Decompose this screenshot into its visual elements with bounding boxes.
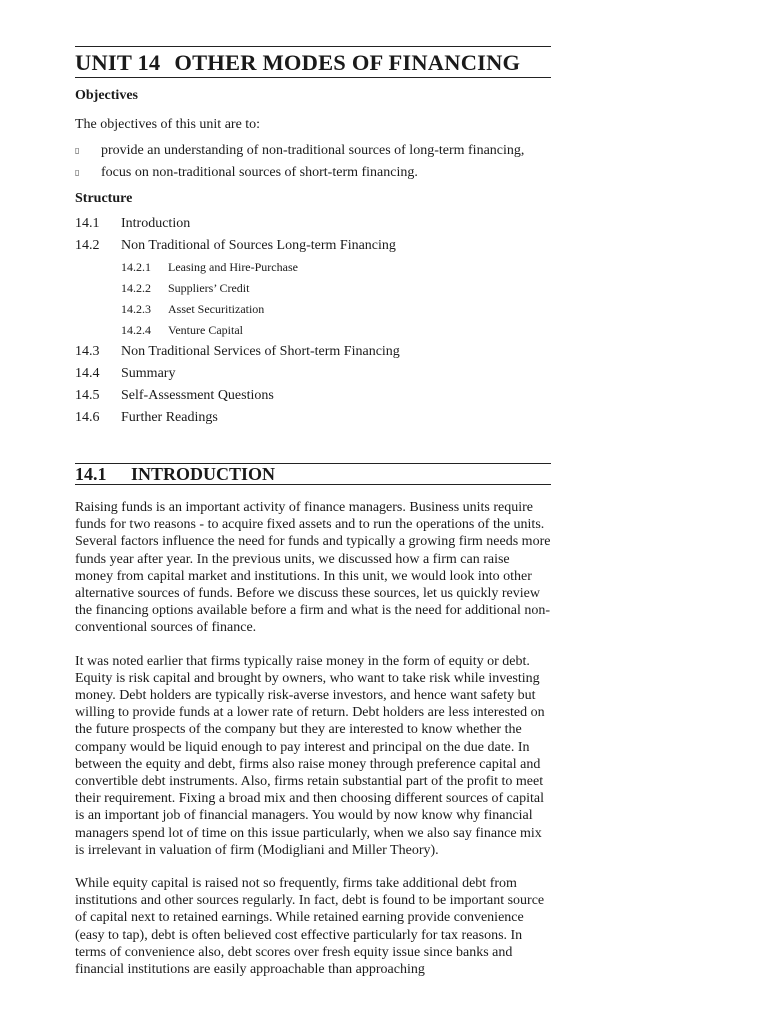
section-number: 14.1	[75, 464, 107, 484]
section-title	[75, 464, 551, 484]
unit-title	[75, 47, 551, 77]
objectives-list	[75, 140, 551, 184]
toc-number: 14.2.2	[121, 281, 151, 295]
toc-number: 14.4	[75, 366, 100, 381]
toc-number: 14.5	[75, 388, 100, 403]
section-name: INTRODUCTION	[131, 464, 276, 484]
toc-subentry	[75, 257, 551, 278]
unit-number: UNIT 14	[75, 50, 161, 75]
section-heading	[75, 463, 551, 485]
toc-subentry	[75, 320, 551, 341]
toc-number: 14.2	[75, 238, 100, 253]
paragraph: It was noted earlier that firms typically raise money in the form of equity or debt. Equity is risk capital and brought by owners, who want to take risk while investing money. Debt holders are typically risk-averse investors, and hence want safety but willing to provide funds at a lower rate of return. Debt holders are less interested on the future prospects of the company but they are interested to know whether the company would be liquid enough to pay interest and principal on the due date. In between the equity and debt, firms also raise money through preference capital and convertible debt instruments. Also, firms retain substantial part of the profit to meet their requirement. Fixing a broad mix and then choosing different sources of capital is an important job of financial managers. You would by now know why financial managers spend lot of time on this issue particularly, when we also say finance mix is irrelevant in valuation of firm (Modigliani and Miller Theory).	[75, 653, 545, 858]
paragraph: While equity capital is raised not so frequently, firms take additional debt from institutions and other sources regularly. In fact, debt is found to be important source of capital next to retained earnings. While retained earning provide convenience (easy to tap), debt is often believed cost effective particularly for tax reasons. In terms of convenience also, debt scores over fresh equity issue since banks and financial institutions are easily approachable than approaching	[75, 876, 545, 978]
bullet-icon: ▯	[75, 146, 80, 155]
toc-entry	[75, 235, 551, 257]
objectives-intro: The objectives of this unit are to:	[75, 117, 261, 132]
toc-subentry	[75, 278, 551, 299]
toc-text: Non Traditional of Sources Long-term Financing	[121, 238, 396, 253]
toc-entry	[75, 385, 551, 407]
objective-text: focus on non-traditional sources of short-term financing.	[101, 165, 418, 180]
objective-text: provide an understanding of non-traditional sources of long-term financing,	[101, 143, 525, 158]
section-body	[75, 499, 551, 994]
toc-number: 14.3	[75, 344, 100, 359]
list-item	[75, 140, 551, 162]
table-of-contents	[75, 213, 551, 429]
toc-number: 14.2.1	[121, 260, 151, 274]
bottom-rule	[75, 77, 551, 78]
toc-text: Venture Capital	[168, 323, 243, 337]
bottom-rule	[75, 484, 551, 485]
toc-text: Self-Assessment Questions	[121, 388, 274, 403]
toc-number: 14.6	[75, 410, 100, 425]
list-item	[75, 162, 551, 184]
structure-heading: Structure	[75, 191, 133, 206]
toc-number: 14.1	[75, 216, 100, 231]
toc-entry	[75, 363, 551, 385]
toc-text: Suppliers’ Credit	[168, 281, 250, 295]
paragraph: Raising funds is an important activity of finance managers. Business units require funds for two reasons - to acquire fixed assets and to run the operations of the units. Several factors influence the need for funds and typically a growing firm needs more funds year after year. In the previous units, we discussed how a firm can raise money from capital market and institutions. In this unit, we would look into other alternative sources of funds. Before we discuss these sources, let us quickly review the financing options available before a firm and what is the need for additional non-conventional sources of finance.	[75, 500, 551, 636]
toc-text: Non Traditional Services of Short-term Financing	[121, 344, 400, 359]
toc-text: Asset Securitization	[168, 302, 265, 316]
toc-subentry	[75, 299, 551, 320]
unit-heading	[75, 46, 551, 78]
toc-entry	[75, 407, 551, 429]
objectives-heading: Objectives	[75, 88, 138, 103]
toc-text: Further Readings	[121, 410, 218, 425]
toc-number: 14.2.4	[121, 323, 151, 337]
toc-number: 14.2.3	[121, 302, 151, 316]
bullet-icon: ▯	[75, 168, 80, 177]
toc-entry	[75, 213, 551, 235]
toc-entry	[75, 341, 551, 363]
toc-text: Introduction	[121, 216, 191, 231]
toc-text: Summary	[121, 366, 176, 381]
toc-text: Leasing and Hire-Purchase	[168, 260, 298, 274]
unit-name: OTHER MODES OF FINANCING	[174, 50, 521, 75]
